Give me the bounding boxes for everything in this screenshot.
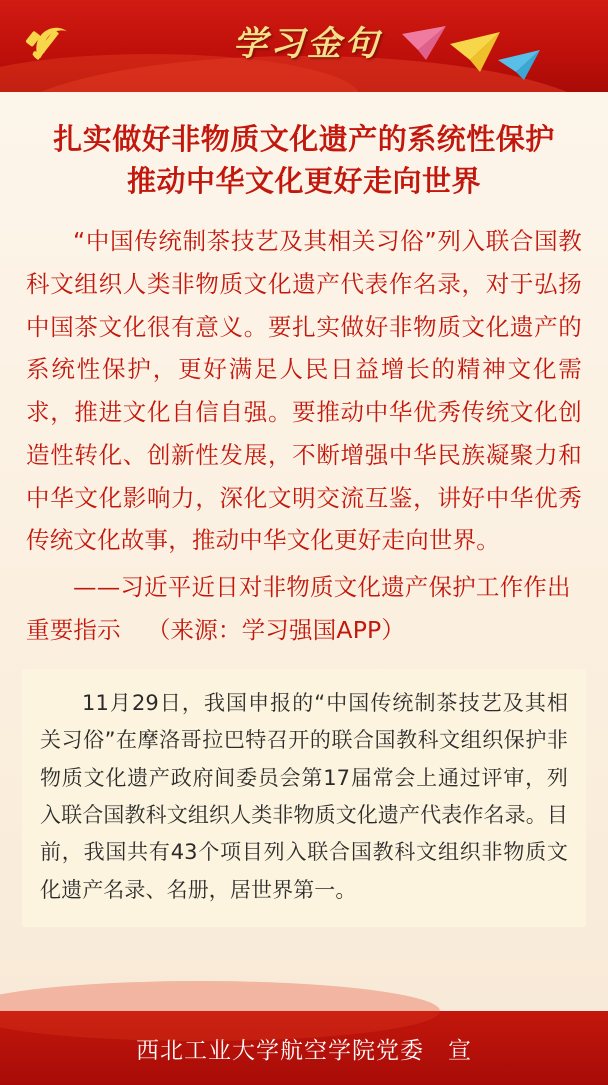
- ribbon-title: [222, 14, 392, 66]
- quote-attribution-text: ——习近平近日对非物质文化遗产保护工作作出重要指示: [26, 573, 571, 644]
- news-panel: [22, 669, 586, 927]
- paper-plane-pink-icon: [402, 26, 446, 60]
- page-title: [22, 118, 586, 202]
- ribbon-title-text: 学习金句: [233, 23, 381, 64]
- paper-plane-icons: [400, 20, 550, 80]
- page-title-line2: 推动中华文化更好走向世界: [126, 164, 481, 199]
- footer-text: 西北工业大学航空学院党委 宣: [136, 1037, 472, 1064]
- quote-attribution: [26, 566, 582, 651]
- party-emblem-icon: [14, 8, 76, 70]
- quote-source: （来源：学习强国APP）: [146, 615, 406, 644]
- header-banner: [0, 0, 608, 92]
- paper-plane-yellow-icon: [450, 32, 500, 72]
- quote-body: “中国传统制茶技艺及其相关习俗”列入联合国教科文组织人类非物质文化遗产代表作名录，对于弘扬中国茶文化很有意义。要扎实做好非物质文化遗产的系统性保护，更好满足人民日益增长的精神文化需求，推进文化自信自强。要推动中华优秀传统文化创造性转化、创新性发展，不断增强中华民族凝聚力和中华文化影响力，深化文明交流互鉴，讲好中华优秀传统文化故事，推动中华文化更好走向世界。: [26, 227, 582, 555]
- paper-plane-blue-icon: [498, 50, 540, 80]
- page-title-line1: 扎实做好非物质文化遗产的系统性保护: [53, 122, 555, 156]
- footer-bar: [0, 1011, 608, 1085]
- news-paragraph: 11月29日，我国申报的“中国传统制茶技艺及其相关习俗”在摩洛哥拉巴特召开的联合国教科文组织保护非物质文化遗产政府间委员会第17届常会上通过评审，列入联合国教科文组织人类非物质文化遗产代表作名录。目前，我国共有43个项目列入联合国教科文组织非物质文化遗产名录、名册，居世界第一。: [40, 690, 568, 902]
